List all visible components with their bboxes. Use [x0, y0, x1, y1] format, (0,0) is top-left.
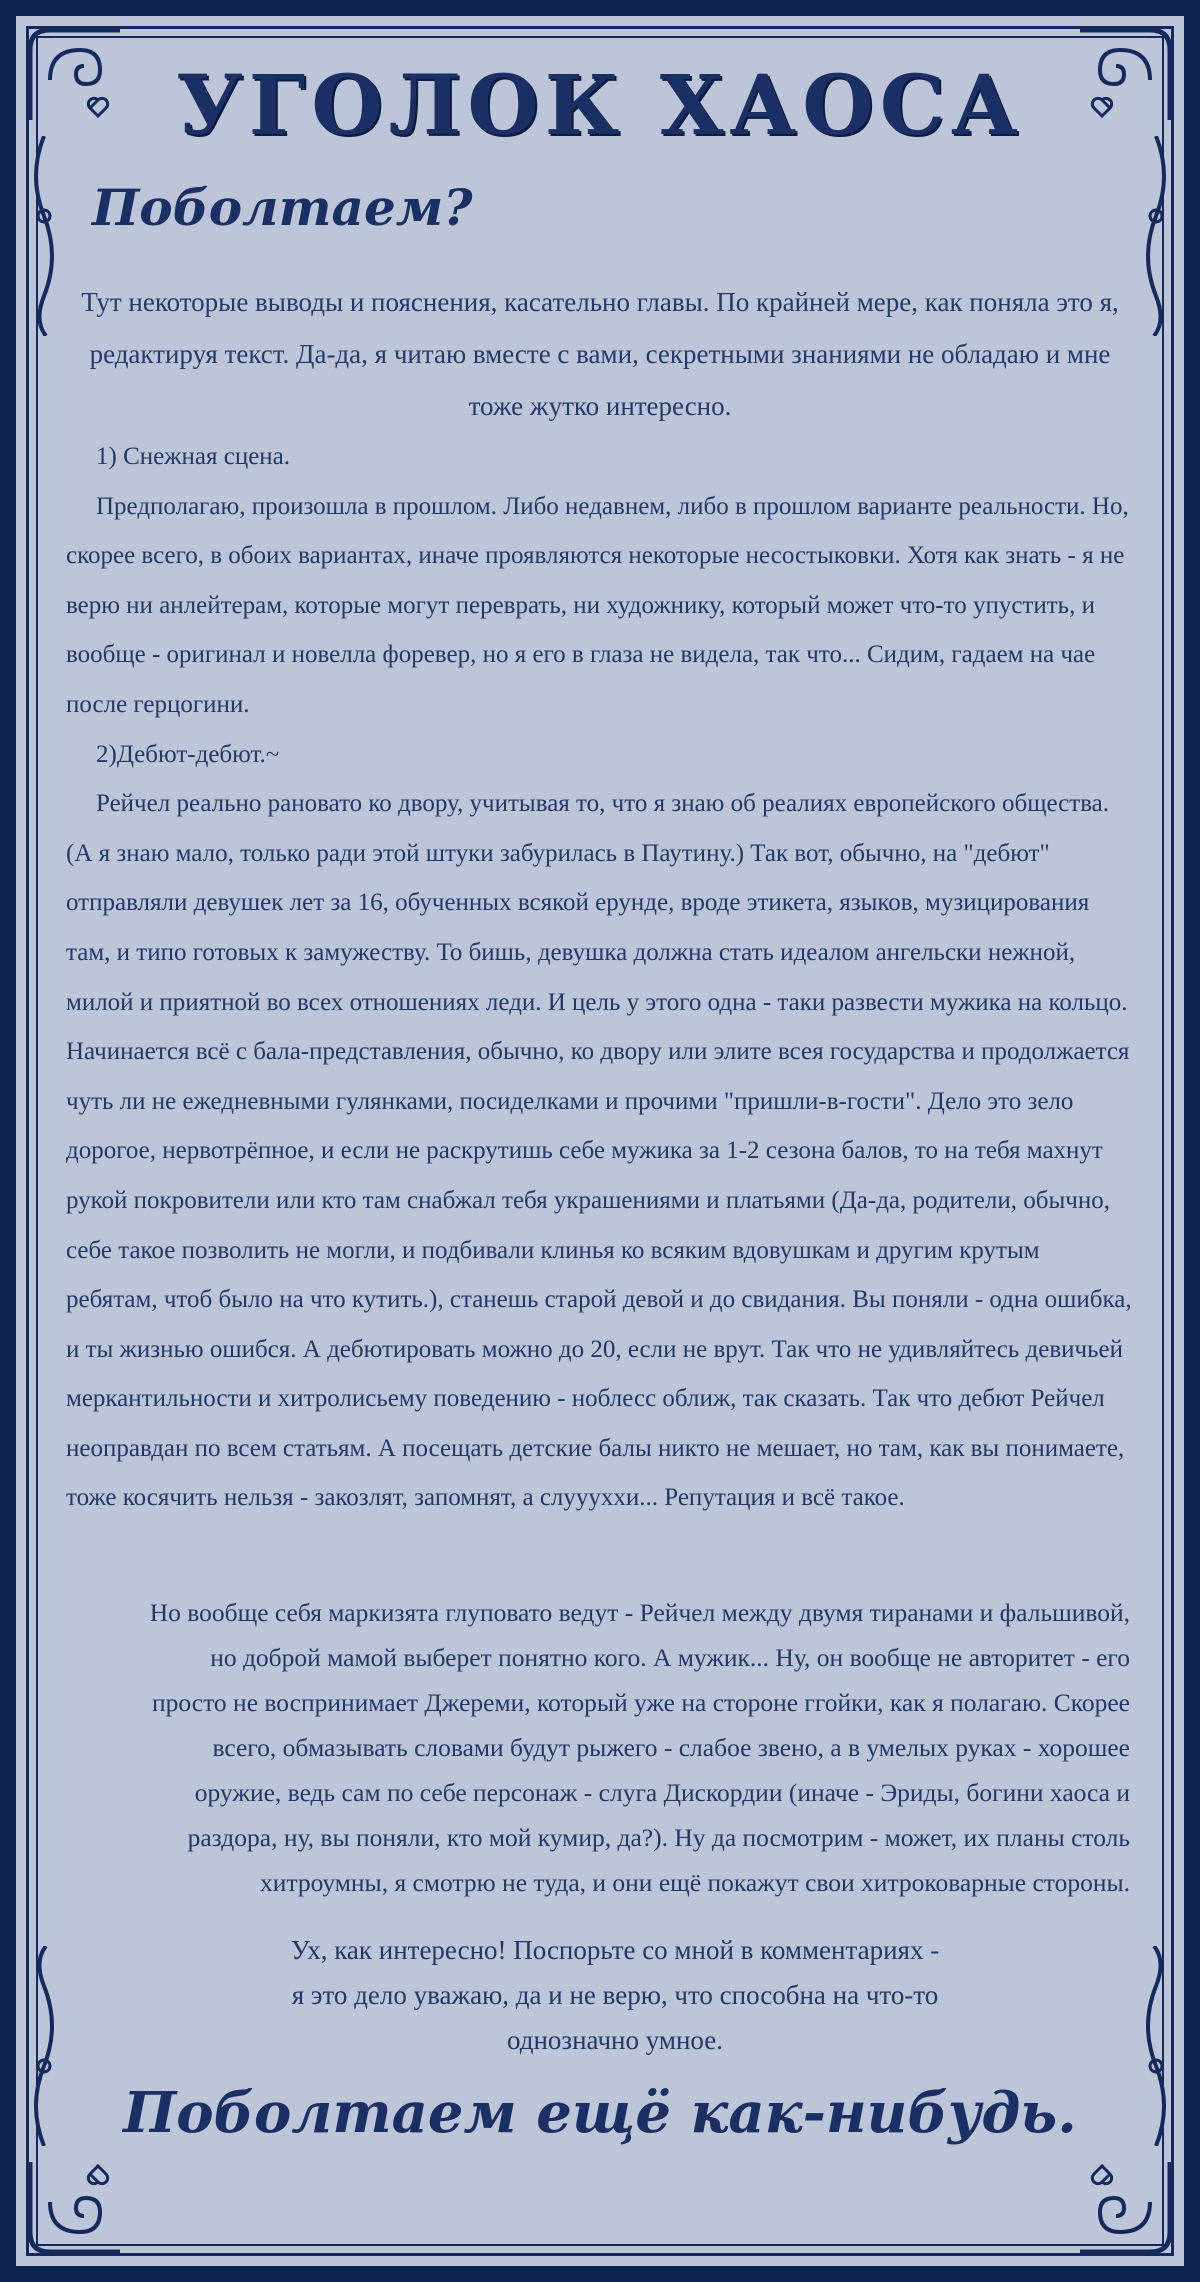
- paragraph-snow-scene: Предполагаю, произошла в прошлом. Либо недавнем, либо в прошлом варианте реальности. Но, скорее всего, в обоих вариантах, иначе проявляются некоторые несостыковки. Хотя как знать - я не верю ни анлейтерам, которые могут переврать, ни художнику, который может что-то упустить, и вообще - оригинал и новелла форевер, но я его в глаза не видела, так что... Сидим, гадаем на чае после герцогини.: [66, 492, 1129, 718]
- paragraph-marquis: Но вообще себя маркизята глуповато ведут - Рейчел между двумя тиранами и фальшивой, но доброй мамой выберет понятно кого. А мужик... Ну, он вообще не авторитет - его просто не воспринимает Джереми, который уже на стороне ггойки, как я полагаю. Скорее всего, обмазывать словами будут рыжего - слабое звено, а в умелых руках - хорошее оружие, ведь сам по себе персонаж - слуга Дискордии (иначе - Эриды, богини хаоса и раздора, ну, вы поняли, кто мой кумир, да?). Ну да посмотрим - может, их планы столь хитроумны, я смотрю не туда, и они ещё покажут свои хитроковарные стороны.: [149, 1598, 1130, 1897]
- section-heading-snow-scene: 1) Снежная сцена.: [96, 443, 291, 470]
- body-text: [66, 432, 1136, 1523]
- side-scroll-ornament-right-top: [1136, 136, 1176, 336]
- side-scroll-ornament-left-top: [24, 136, 64, 336]
- right-aligned-paragraph: [140, 1590, 1130, 1905]
- signoff-heading: Поболтаем ещё как-нибудь.: [123, 2080, 1077, 2146]
- outro-block: [200, 1928, 1030, 2063]
- outro-line: однозначно умное.: [507, 2025, 723, 2055]
- section-heading-debut: 2)Дебют-дебют.~: [96, 740, 280, 768]
- corner-ornament-bottom-right: [1070, 2152, 1180, 2262]
- corner-ornament-bottom-left: [20, 2152, 130, 2262]
- intro-paragraph: Тут некоторые выводы и пояснения, касательно главы. По крайней мере, как поняла это я, редактируя текст. Да-да, я читаю вместе с вами, секретными знаниями не обладаю и мне тоже жутко интересно.: [81, 287, 1119, 421]
- page-title: УГОЛОК ХАОСА: [176, 58, 1024, 154]
- paragraph-debut: Рейчел реально рановато ко двору, учитывая то, что я знаю об реалиях европейского общества. (А я знаю мало, только ради этой штуки забурилась в Паутину.) Так вот, обычно, на "дебют" отправляли девушек лет за 16, обученных всякой ерунде, вроде этикета, языков, музицирования там, и типо готовых к замужеству. То бишь, девушка должна стать идеалом ангельски нежной, милой и приятной во всех отношениях леди. И цель у этого одна - таки развести мужика на кольцо. Начинается всё с бала-представления, обычно, ко двору или элите всея государства и продолжается чуть ли не ежедневными гулянками, посиделками и прочими "пришли-в-гости". Дело это зело дорогое, нервотрёпное, и если не раскрутишь себе мужика за 1-2 сезона балов, то на тебя махнут рукой покровители или кто там снабжал тебя украшениями и платьями (Да-да, родители, обычно, себе такое позволить не могли, и подбивали клинья ко всяким вдовушкам и другим крутым ребятам, чтоб было на что кутить.), станешь старой девой и до свидания. Вы поняли - одна ошибка, и ты жизнью ошибся. А дебютировать можно до 20, если не врут. Так что не удивляйтесь девичьей меркантильности и хитролисьему поведению - ноблесс оближ, так сказать. Так что дебют Рейчел неоправдан по всем статьям. А посещать детские балы никто не мешает, но там, как вы понимаете, тоже косячить нельзя - закозлят, запомнят, а слуууххи... Репутация и всё такое.: [66, 790, 1132, 1512]
- outro-line: я это дело уважаю, да и не верю, что способна на что-то: [291, 1980, 939, 2010]
- outro-line: Ух, как интересно! Поспорьте со мной в комментариях -: [290, 1935, 940, 1965]
- page-subtitle: Поболтаем?: [92, 178, 473, 237]
